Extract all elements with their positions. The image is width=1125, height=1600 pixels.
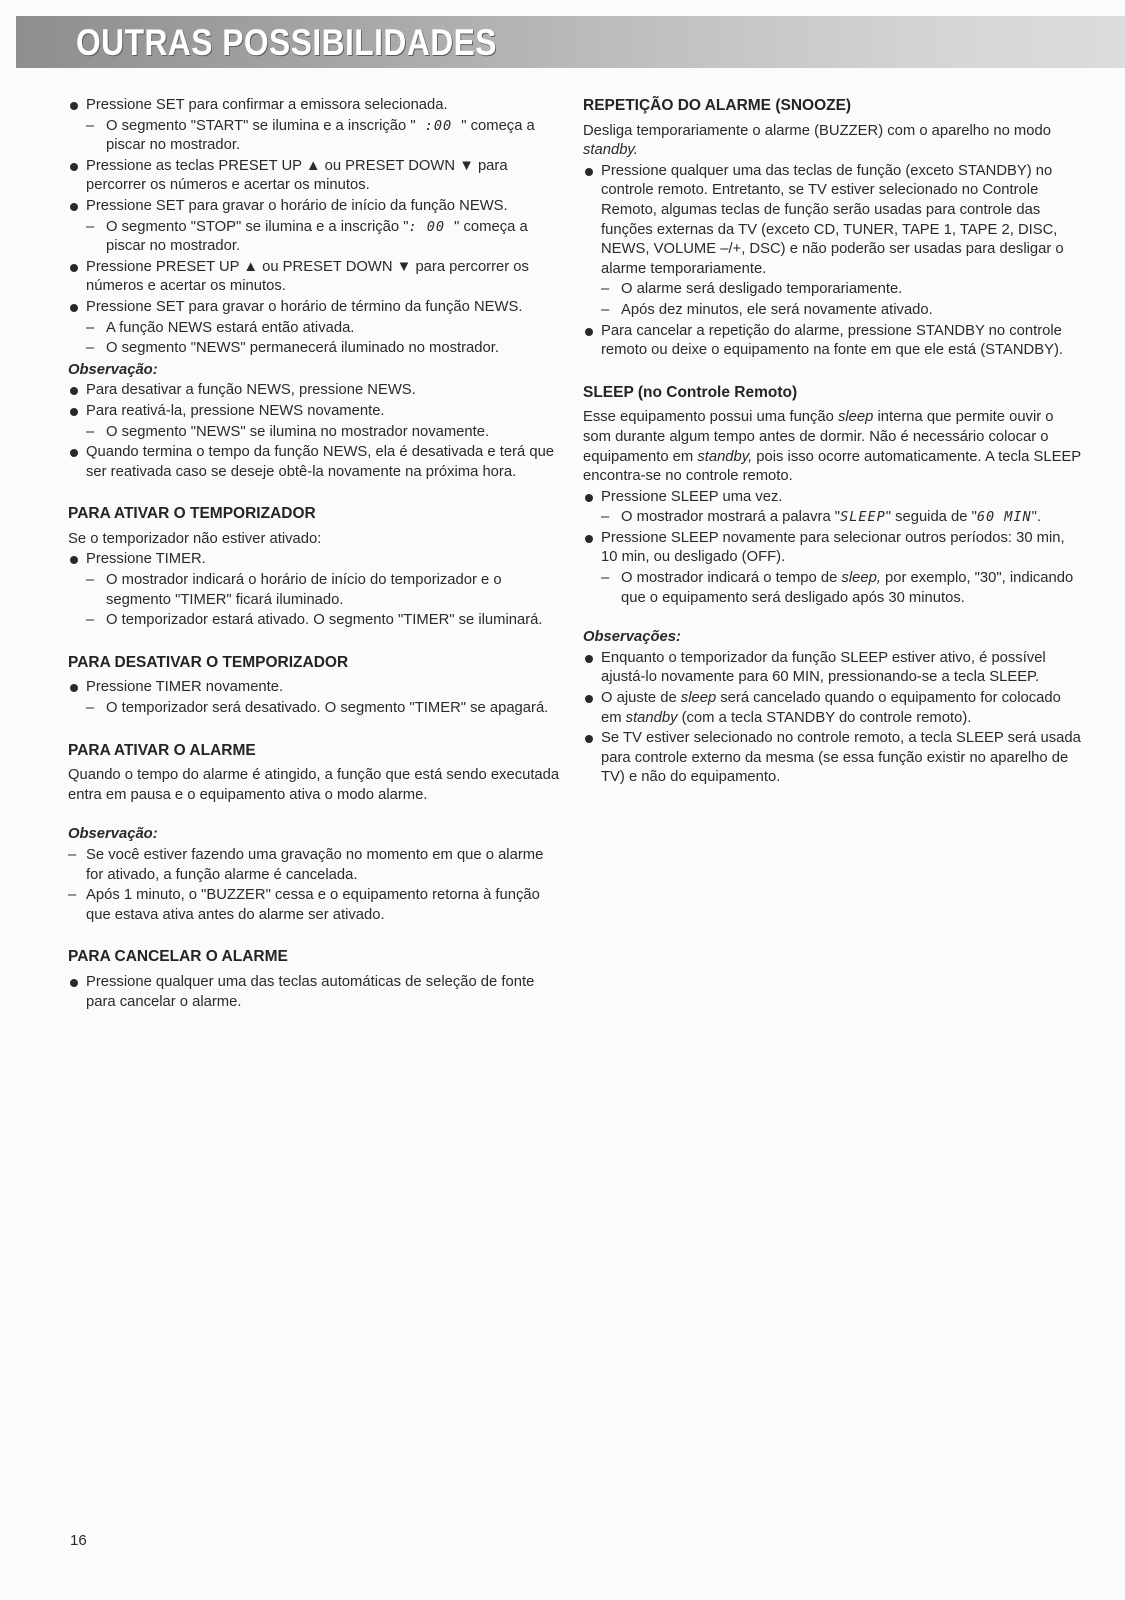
- bullet-item: [583, 689, 1083, 728]
- bullet-item: Pressione SET para gravar o horário de término da função NEWS.: [68, 298, 564, 318]
- dash-item: [583, 569, 1083, 608]
- italic-term: sleep: [838, 409, 874, 426]
- bullet-item: Pressione SLEEP novamente para selecionar outros períodos: 30 min, 10 min, ou desligado (OFF).: [583, 529, 1083, 568]
- note-label: Observação:: [68, 826, 158, 843]
- bullet-item: Pressione qualquer uma das teclas automáticas de seleção de fonte para cancelar o alarme.: [68, 973, 564, 1012]
- lcd-display-text: :00: [415, 117, 462, 134]
- bullet-item: Pressione SET para confirmar a emissora selecionada.: [68, 96, 564, 116]
- bullet-text: será cancelado quando o equipamento for colocado em: [601, 690, 1061, 726]
- dash-item: – O segmento "NEWS" se ilumina no mostrador novamente.: [68, 423, 564, 443]
- dash-item: – O segmento "NEWS" permanecerá iluminado no mostrador.: [68, 339, 564, 359]
- dash-item: – O mostrador indicará o horário de início do temporizador e o segmento "TIMER" ficará iluminado.: [68, 571, 564, 610]
- section-heading-sleep: SLEEP (no Controle Remoto): [583, 383, 798, 401]
- lcd-display-text: : 00: [408, 218, 455, 235]
- bullet-text: (com a tecla STANDBY do controle remoto).: [677, 709, 972, 726]
- bullet-item: Pressione SLEEP uma vez.: [583, 488, 1083, 508]
- italic-term: sleep: [680, 690, 717, 707]
- note-label: Observação:: [68, 361, 158, 378]
- bullet-item: Pressione TIMER novamente.: [68, 678, 564, 698]
- bullet-item: Quando termina o tempo da função NEWS, ela é desativada e terá que ser reativada caso se deseje obtê-la novamente na próxima hora.: [68, 443, 564, 482]
- page-title: OUTRAS POSSIBILIDADES: [76, 22, 497, 63]
- dash-text: O mostrador indicará o tempo de: [621, 570, 842, 587]
- bullet-text: O ajuste de: [601, 690, 681, 707]
- section-heading-snooze: REPETIÇÃO DO ALARME (SNOOZE): [583, 97, 852, 114]
- dash-item: – Se você estiver fazendo uma gravação no momento em que o alarme for ativado, a função alarme é cancelada.: [68, 846, 564, 885]
- paragraph: Se o temporizador não estiver ativado:: [68, 530, 322, 547]
- dash-text: ".: [1031, 509, 1042, 526]
- paragraph-text: interna que permite ouvir o som durante algum tempo antes de dormir. Não é necessário colocar o equipamento em: [583, 409, 1054, 465]
- italic-term: standby: [625, 709, 678, 726]
- bullet-item: Pressione qualquer uma das teclas de função (exceto STANDBY) no controle remoto. Entretanto, se TV estiver selecionado no Controle Remoto, algumas teclas de função serão usadas para controle das funções externas da TV (exceto CD, TUNER, TAPE 1, TAPE 2, DISC, NEWS, VOLUME –/+, DSC) e não poderão ser usadas para desligar o alarme temporariamente.: [583, 162, 1083, 280]
- paragraph: Quando o tempo do alarme é atingido, a função que está sendo executada entra em pausa e o equipamento ativa o modo alarme.: [68, 767, 560, 803]
- dash-item: [583, 508, 1083, 528]
- italic-term: standby.: [583, 142, 638, 159]
- bullet-item: Pressione TIMER.: [68, 550, 564, 570]
- bullet-item: Pressione PRESET UP ▲ ou PRESET DOWN ▼ para percorrer os números e acertar os minutos.: [68, 258, 564, 297]
- dash-item: – Após 1 minuto, o "BUZZER" cessa e o equipamento retorna à função que estava ativa antes do alarme ser ativado.: [68, 886, 564, 925]
- page-number: 16: [70, 1532, 87, 1549]
- dash-item: – A função NEWS estará então ativada.: [68, 319, 564, 339]
- dash-text: por exemplo, "30", indicando que o equipamento será desligado após 30 minutos.: [621, 570, 1074, 606]
- section-heading-timer-on: PARA ATIVAR O TEMPORIZADOR: [68, 505, 316, 523]
- dash-item: [68, 117, 564, 156]
- bullet-item: Para reativá-la, pressione NEWS novamente.: [68, 402, 564, 422]
- dash-item: – O temporizador será desativado. O segmento "TIMER" se apagará.: [68, 699, 564, 719]
- bullet-item: Se TV estiver selecionado no controle remoto, a tecla SLEEP será usada para controle externo da mesma (se essa função existir no aparelho de TV) e não do equipamento.: [583, 729, 1083, 788]
- paragraph-text: Esse equipamento possui uma função: [583, 409, 838, 426]
- dash-item: – Após dez minutos, ele será novamente ativado.: [583, 301, 1083, 321]
- bullet-item: Pressione as teclas PRESET UP ▲ ou PRESET DOWN ▼ para percorrer os números e acertar os minutos.: [68, 157, 564, 196]
- bullet-item: Para cancelar a repetição do alarme, pressione STANDBY no controle remoto ou deixe o equipamento na fonte em que ele está (STANDBY).: [583, 322, 1083, 361]
- paragraph: [583, 122, 1083, 161]
- dash-text: O segmento "STOP" se ilumina e a inscrição ": [106, 218, 409, 235]
- bullet-item: Para desativar a função NEWS, pressione NEWS.: [68, 381, 564, 401]
- lcd-display-text: SLEEP: [840, 509, 886, 526]
- paragraph-text: Desliga temporariamente o alarme (BUZZER) com o aparelho no modo: [583, 122, 1051, 139]
- dash-item: – O temporizador estará ativado. O segmento "TIMER" se iluminará.: [68, 611, 564, 631]
- section-heading-alarm-cancel: PARA CANCELAR O ALARME: [68, 948, 288, 966]
- dash-text: " começa a piscar no mostrador.: [106, 218, 528, 255]
- section-heading-timer-off: PARA DESATIVAR O TEMPORIZADOR: [68, 653, 349, 671]
- italic-term: standby,: [697, 448, 753, 465]
- dash-text: O mostrador mostrará a palavra ": [621, 509, 841, 526]
- dash-item: [68, 218, 564, 257]
- dash-text: " começa a piscar no mostrador.: [106, 117, 535, 154]
- section-heading-alarm-on: PARA ATIVAR O ALARME: [68, 741, 256, 759]
- header-band: [16, 16, 1125, 68]
- bullet-item: Enquanto o temporizador da função SLEEP estiver ativo, é possível ajustá-lo novamente para 60 MIN, pressionando-se a tecla SLEEP.: [583, 649, 1083, 688]
- lcd-display-text: 60 MIN: [976, 509, 1032, 526]
- paragraph-text: pois isso ocorre automaticamente. A tecla SLEEP encontra-se no controle remoto.: [583, 448, 1081, 485]
- left-column: [68, 96, 564, 1013]
- dash-text: " seguida de ": [885, 509, 977, 526]
- right-column: [583, 96, 1083, 789]
- dash-text: O segmento "START" se ilumina e a inscrição ": [106, 117, 416, 134]
- paragraph: [583, 408, 1083, 486]
- italic-term: sleep,: [841, 570, 881, 587]
- dash-item: – O alarme será desligado temporariamente.: [583, 280, 1083, 300]
- bullet-item: Pressione SET para gravar o horário de início da função NEWS.: [68, 197, 564, 217]
- note-label: Observações:: [583, 629, 681, 646]
